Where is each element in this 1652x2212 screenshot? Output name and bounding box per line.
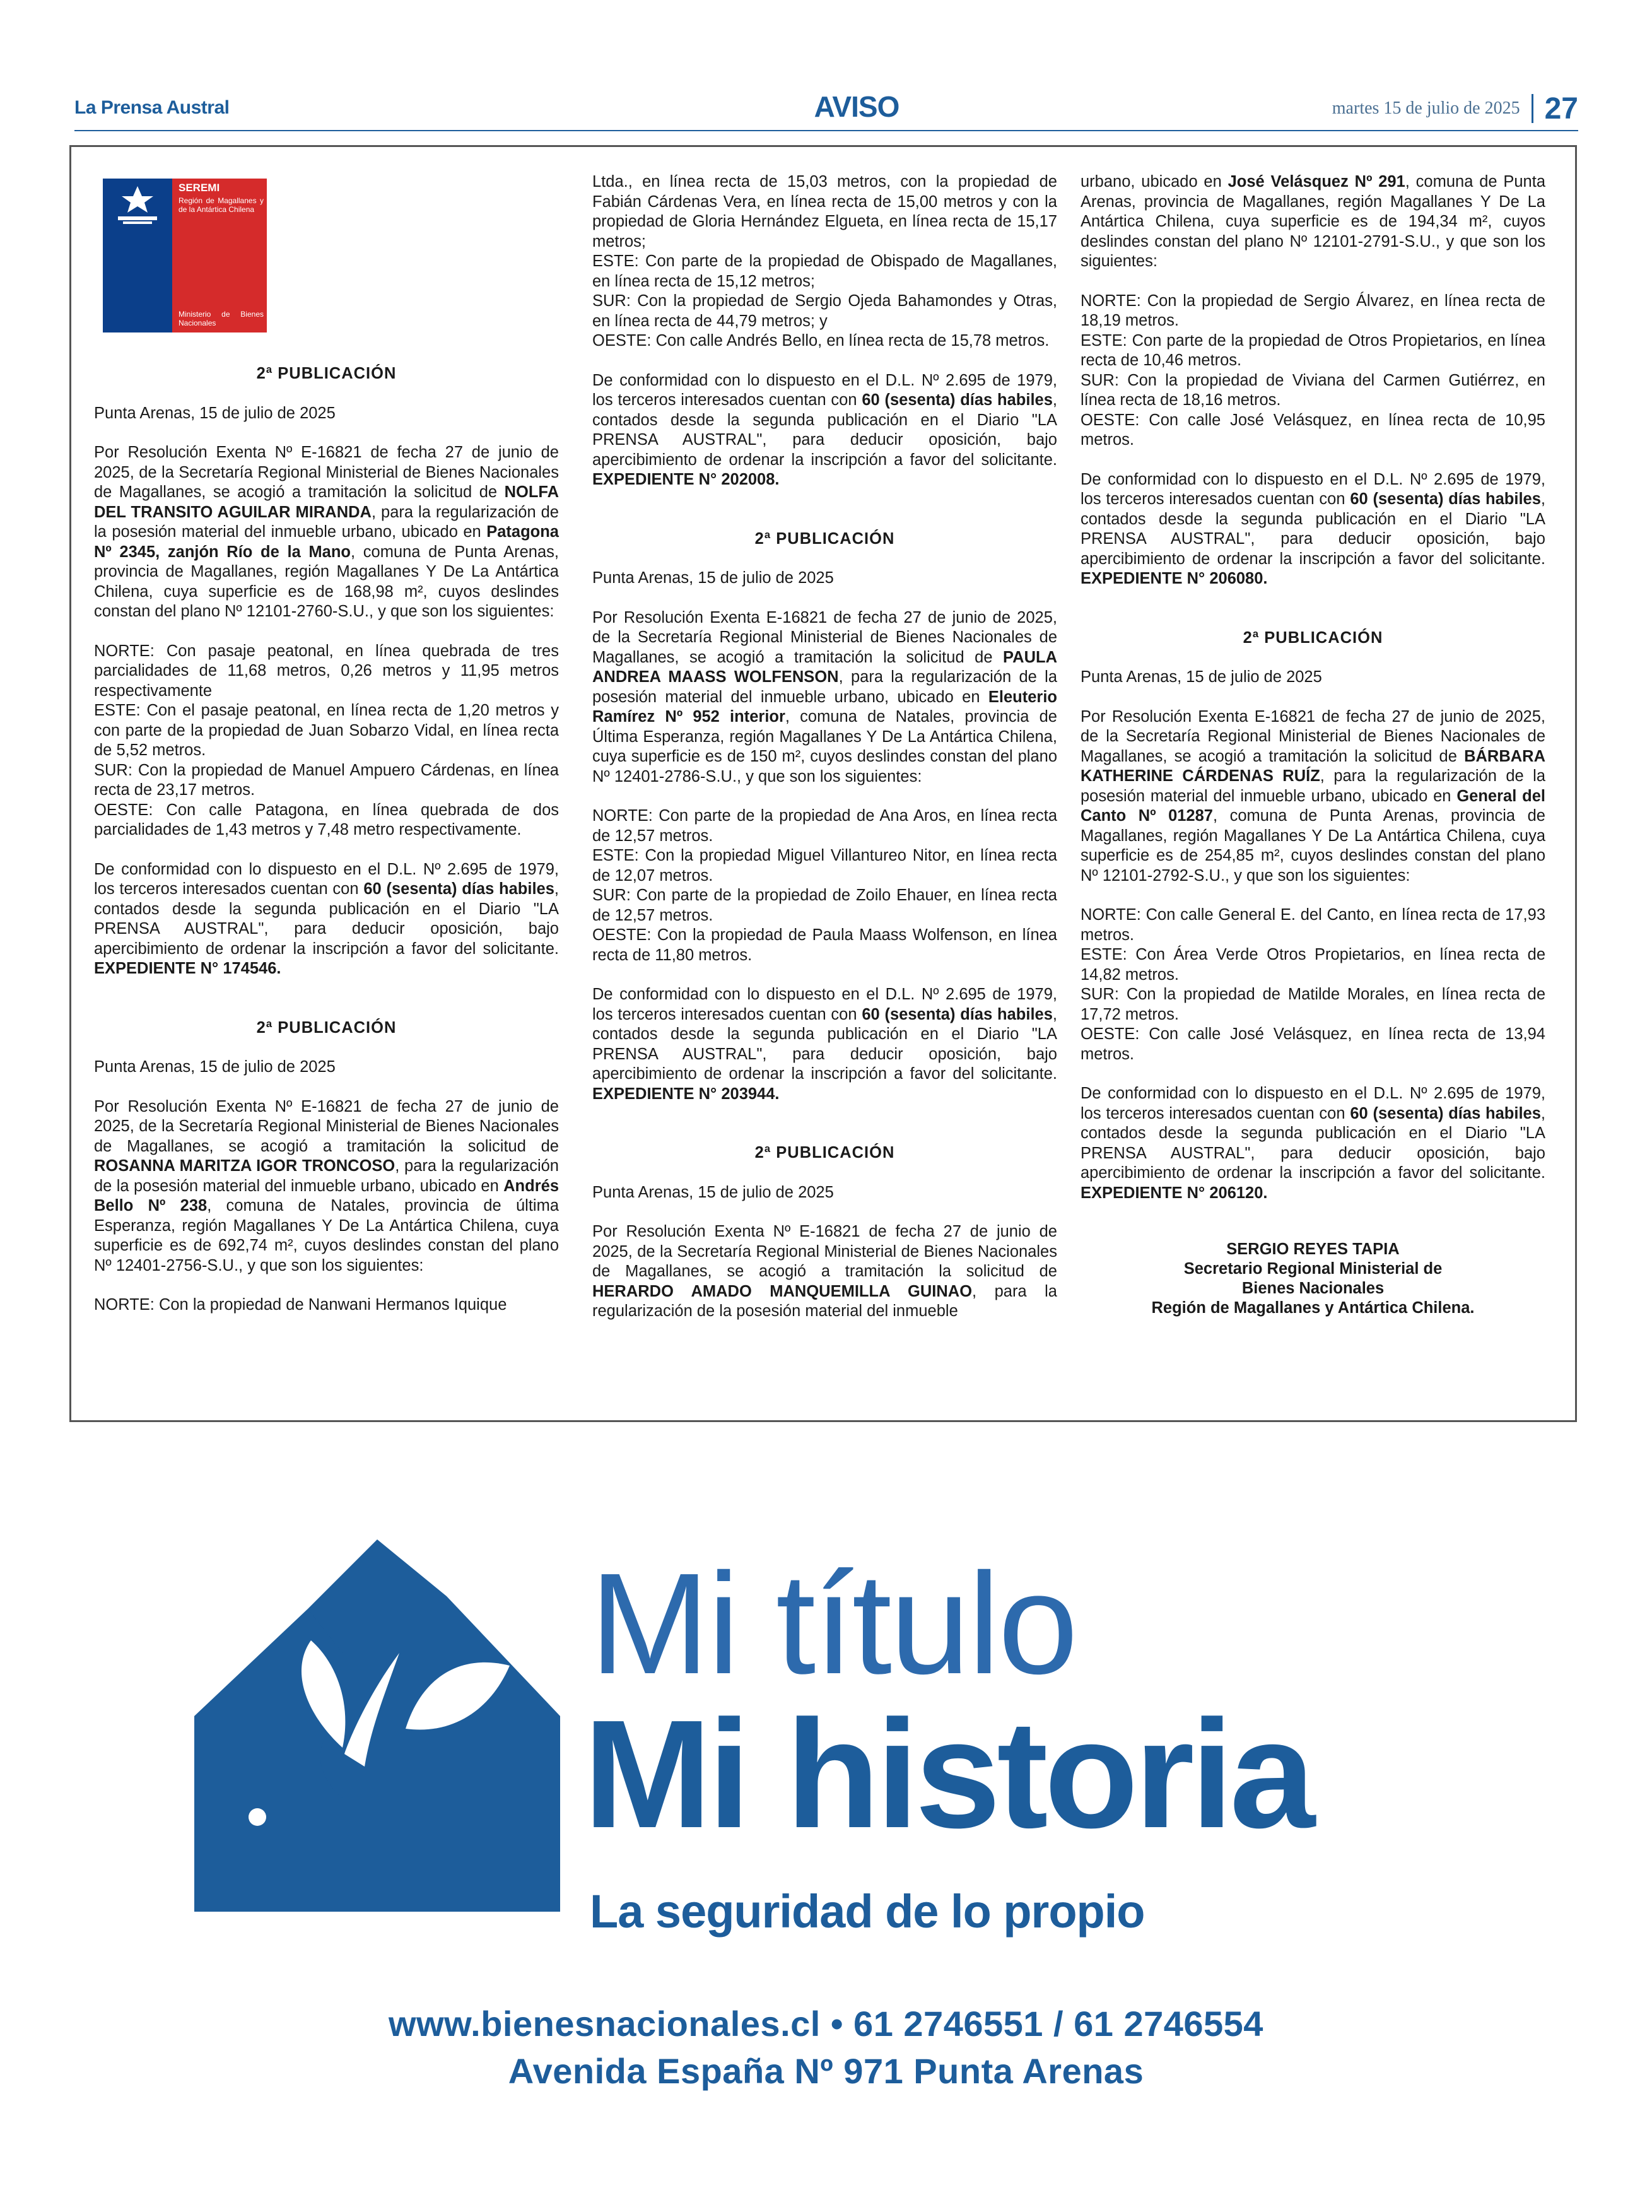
applicant-name: BÁRBARA KATHERINE CÁRDENAS RUÍZ — [1081, 747, 1545, 785]
notice-legal: De conformidad con lo dispuesto en el D.L. Nº 2.695 de 1979, los terceros interesados cuentan con 60 (sesenta) días habiles, contados desde la segunda publicación en el Diario "LA PRENSA AUSTRAL", para deducir oposición, bajo apercibimiento de ordenar la inscripción a favor del solicitante. EXPEDIENTE N° 206080. — [1081, 470, 1545, 587]
boundary-south: SUR: Con la propiedad de Matilde Morales, en línea recta de 17,72 metros. — [1081, 985, 1545, 1023]
notice-body: Por Resolución Exenta E-16821 de fecha 27 de junio de 2025, de la Secretaría Regional Ministerial de Bienes Nacionales de Magallanes, se acogió a tramitación la solicitud de BÁRBARA KATHERINE CÁRDENAS RUÍZ, para la regularización de la posesión material del inmueble urbano, ubicado en General del Canto Nº 01287, comuna de Punta Arenas, provincia de Magallanes, región Magallanes Y De La Antártica Chilena, cuya superficie es de 254,85 m², cuyos deslindes constan del plano Nº 12101-2792-S.U., y que son los siguientes: — [1081, 707, 1546, 885]
boundary-south: SUR: Con la propiedad de Sergio Ojeda Bahamondes y Otras, en línea recta de 44,79 metros; y — [592, 292, 1057, 330]
page-number: 27 — [1544, 91, 1578, 126]
publication-heading: 2ª PUBLICACIÓN — [754, 1144, 895, 1162]
notice-date: Punta Arenas, 15 de julio de 2025 — [94, 404, 336, 422]
notice-body: Por Resolución Exenta Nº E-16821 de fecha 27 de junio de 2025, de la Secretaría Regional Ministerial de Bienes Nacionales de Magallanes, se acogió a tramitación la solicitud de ROSANNA MARITZA IGOR TRONCOSO, para la regularización de la posesión material del inmueble urbano, ubicado en Andrés Bello Nº 238, comuna de Natales, provincia de última Esperanza, región Magallanes Y De La Antártica Chilena, cuya superficie es de 692,74 m², cuyos deslindes constan del plano Nº 12401-2756-S.U., y que son los siguientes: — [94, 1097, 559, 1274]
property-address: Eleuterio Ramírez Nº 952 interior — [592, 688, 1057, 726]
notice-body: Por Resolución Exenta E-16821 de fecha 27 de junio de 2025, de la Secretaría Regional Ministerial de Bienes Nacionales de Magallanes, se acogió a tramitación la solicitud de PAULA ANDREA MAASS WOLFENSON, para la regularización de la posesión material del inmueble urbano, ubicado en Eleuterio Ramírez Nº 952 interior, comuna de Natales, provincia de Última Esperanza, región Magallanes Y De La Antártica Chilena, cuya superficie es de 150 m², cuyos deslindes constan del plano Nº 12401-2786-S.U., y que son los siguientes: — [592, 608, 1058, 785]
page-header — [74, 88, 1578, 129]
house-tree-logo-icon — [182, 1527, 573, 1924]
applicant-name: PAULA ANDREA MAASS WOLFENSON — [592, 648, 1057, 686]
boundary-west: OESTE: Con calle José Velásquez, en línea recta de 10,95 metros. — [1081, 411, 1545, 449]
banner-tagline: La seguridad de lo propio — [590, 1885, 1145, 1938]
banner-address: Avenida España Nº 971 Punta Arenas — [508, 2051, 1144, 2091]
boundary-north: NORTE: Con la propiedad de Sergio Álvarez, en línea recta de 18,19 metros. — [1081, 291, 1545, 329]
banner-title-line-2: Mi historia — [583, 1688, 1312, 1860]
boundary-north: NORTE: Con pasaje peatonal, en línea quebrada de tres parcialidades de 11,68 metros, 0,26 metros y 11,95 metros respectivamente — [94, 642, 559, 700]
signatory-title-2: Bienes Nacionales — [1241, 1280, 1385, 1297]
boundary-west: OESTE: Con calle Andrés Bello, en línea recta de 15,78 metros. — [592, 332, 1050, 350]
expediente-number: EXPEDIENTE N° 174546. — [94, 960, 281, 977]
logo-red-panel — [172, 179, 267, 332]
signature-block — [1081, 1240, 1545, 1318]
header-divider — [1532, 94, 1533, 123]
notice-date: Punta Arenas, 15 de julio de 2025 — [592, 1183, 834, 1201]
banner-contact[interactable]: www.bienesnacionales.cl • 61 2746551 / 61 2746554 — [389, 2004, 1263, 2044]
boundary-west: OESTE: Con la propiedad de Paula Maass Wolfenson, en línea recta de 11,80 metros. — [592, 926, 1057, 964]
boundary-north: NORTE: Con parte de la propiedad de Ana Aros, en línea recta de 12,57 metros. — [592, 807, 1057, 845]
boundary-east: ESTE: Con parte de la propiedad de Otros Propietarios, en línea recta de 10,46 metros. — [1081, 331, 1545, 369]
boundary-north: NORTE: Con calle General E. del Canto, en línea recta de 17,93 metros. — [1081, 906, 1545, 944]
notice-legal: De conformidad con lo dispuesto en el D.L. Nº 2.695 de 1979, los terceros interesados cuentan con 60 (sesenta) días habiles, contados desde la segunda publicación en el Diario "LA PRENSA AUSTRAL", para deducir oposición, bajo apercibimiento de ordenar la inscripción a favor del solicitante. EXPEDIENTE N° 174546. — [94, 860, 559, 977]
notice-date: Punta Arenas, 15 de julio de 2025 — [94, 1058, 336, 1076]
header-rule — [74, 130, 1578, 131]
boundary-north-cont: Ltda., en línea recta de 15,03 metros, con la propiedad de Fabián Cárdenas Vera, en línea recta de 15,00 metros y con la propiedad de Gloria Hernández Elgueta, en línea recta de 15,17 metros; — [592, 173, 1057, 250]
newspaper-name: La Prensa Austral — [74, 97, 230, 118]
notice-date: Punta Arenas, 15 de julio de 2025 — [1081, 668, 1322, 686]
boundary-east: ESTE: Con la propiedad Miguel Villantureo Nitor, en línea recta de 12,07 metros. — [592, 847, 1057, 885]
boundary-east: ESTE: Con el pasaje peatonal, en línea recta de 1,20 metros y con parte de la propiedad de Juan Sobarzo Vidal, en línea recta de 5,52 metros. — [94, 702, 559, 759]
boundary-west: OESTE: Con calle Patagona, en línea quebrada de dos parcialidades de 1,43 metros y 7,48 metro respectivamente. — [94, 801, 559, 838]
notice-legal: De conformidad con lo dispuesto en el D.L. Nº 2.695 de 1979, los terceros interesados cuentan con 60 (sesenta) días habiles, contados desde la segunda publicación en el Diario "LA PRENSA AUSTRAL", para deducir oposición, bajo apercibimiento de ordenar la inscripción a favor del solicitante. EXPEDIENTE N° 206120. — [1081, 1085, 1545, 1202]
expediente-number: EXPEDIENTE N° 202008. — [592, 471, 780, 488]
boundary-south: SUR: Con parte de la propiedad de Zoilo Ehauer, en línea recta de 12,57 metros. — [592, 886, 1057, 924]
column-3 — [1081, 172, 1545, 1318]
applicant-name: NOLFA DEL TRANSITO AGUILAR MIRANDA — [94, 483, 559, 521]
applicant-name: ROSANNA MARITZA IGOR TRONCOSO — [94, 1157, 395, 1175]
notice-body: Por Resolución Exenta Nº E-16821 de fecha 27 de junio de 2025, de la Secretaría Regional Ministerial de Bienes Nacionales de Magallanes, se acogió a tramitación la solicitud de NOLFA DEL TRANSITO AGUILAR MIRANDA, para la regularización de la posesión material del inmueble urbano, ubicado en Patagona Nº 2345, zanjón Río de la Mano, comuna de Punta Arenas, provincia de Magallanes, región Magallanes Y De La Antártica Chilena, cuya superficie es de 168,98 m², cuyos deslindes constan del plano Nº 12101-2760-S.U., y que son los siguientes: — [94, 444, 559, 620]
column-2 — [592, 172, 1057, 1322]
property-address: José Velásquez Nº 291 — [1227, 173, 1405, 191]
boundary-south: SUR: Con la propiedad de Manuel Ampuero Cárdenas, en línea recta de 23,17 metros. — [94, 761, 559, 799]
logo-title: SEREMI — [179, 182, 220, 194]
seremi-logo — [103, 179, 267, 332]
applicant-name: HERARDO AMADO MANQUEMILLA GUINAO — [592, 1282, 973, 1300]
property-address: General del Canto Nº 01287 — [1081, 787, 1545, 825]
boundary-north: NORTE: Con la propiedad de Nanwani Hermanos Iquique — [94, 1296, 507, 1314]
property-address: Patagona Nº 2345, zanjón Río de la Mano — [94, 523, 559, 561]
publication-heading: 2ª PUBLICACIÓN — [1243, 628, 1383, 647]
notice-body-cont: urbano, ubicado en José Velásquez Nº 291, comuna de Punta Arenas, provincia de Magallanes, región Magallanes Y De La Antártica Chilena, cuya superficie es de 194,34 m², cuyos deslindes constan del plano Nº 12101-2791-S.U., y que son los siguientes: — [1081, 173, 1546, 270]
signatory-region: Región de Magallanes y Antártica Chilena. — [1151, 1299, 1475, 1317]
logo-blue-panel — [103, 179, 172, 332]
expediente-number: EXPEDIENTE N° 203944. — [592, 1085, 780, 1103]
notice-legal: De conformidad con lo dispuesto en el D.L. Nº 2.695 de 1979, los terceros interesados cuentan con 60 (sesenta) días habiles, contados desde la segunda publicación en el Diario "LA PRENSA AUSTRAL", para deducir oposición, bajo apercibimiento de ordenar la inscripción a favor del solicitante. EXPEDIENTE N° 202008. — [592, 371, 1057, 488]
notice-body: Por Resolución Exenta Nº E-16821 de fecha 27 de junio de 2025, de la Secretaría Regional Ministerial de Bienes Nacionales de Magallanes, se acogió a tramitación la solicitud de HERARDO AMADO MANQUEMILLA GUINAO, para la regularización de la posesión material del inmueble — [592, 1223, 1057, 1320]
signatory-title: Secretario Regional Ministerial de — [1183, 1260, 1443, 1278]
logo-region: Región de Magallanes y de la Antártica Chilena — [179, 196, 264, 214]
notice-date: Punta Arenas, 15 de julio de 2025 — [592, 569, 834, 587]
publication-heading: 2ª PUBLICACIÓN — [754, 529, 895, 548]
property-address: Andrés Bello Nº 238 — [94, 1177, 559, 1215]
logo-ministry: Ministerio de Bienes Nacionales — [179, 310, 264, 327]
boundary-east: ESTE: Con parte de la propiedad de Obispado de Magallanes, en línea recta de 15,12 metros; — [592, 252, 1057, 290]
expediente-number: EXPEDIENTE N° 206120. — [1081, 1184, 1268, 1202]
banner-title-line-1: Mi título — [590, 1544, 1077, 1704]
signatory-name: SERGIO REYES TAPIA — [1226, 1240, 1400, 1258]
boundary-east: ESTE: Con Área Verde Otros Propietarios, en línea recta de 14,82 metros. — [1081, 946, 1545, 984]
boundary-west: OESTE: Con calle José Velásquez, en línea recta de 13,94 metros. — [1081, 1025, 1545, 1063]
column-1 — [94, 172, 559, 1315]
publication-heading: 2ª PUBLICACIÓN — [256, 365, 397, 382]
boundary-south: SUR: Con la propiedad de Viviana del Carmen Gutiérrez, en línea recta de 18,16 metros. — [1081, 371, 1545, 409]
date-block — [1332, 91, 1578, 126]
notice-box — [69, 145, 1577, 1422]
chile-crest-icon — [109, 182, 166, 233]
expediente-number: EXPEDIENTE N° 206080. — [1081, 570, 1268, 587]
publication-heading: 2ª PUBLICACIÓN — [256, 1018, 397, 1037]
notice-legal: De conformidad con lo dispuesto en el D.L. Nº 2.695 de 1979, los terceros interesados cuentan con 60 (sesenta) días habiles, contados desde la segunda publicación en el Diario "LA PRENSA AUSTRAL", para deducir oposición, bajo apercibimiento de ordenar la inscripción a favor del solicitante. EXPEDIENTE N° 203944. — [592, 985, 1057, 1103]
section-title: AVISO — [814, 90, 899, 123]
issue-date: martes 15 de julio de 2025 — [1332, 98, 1520, 118]
